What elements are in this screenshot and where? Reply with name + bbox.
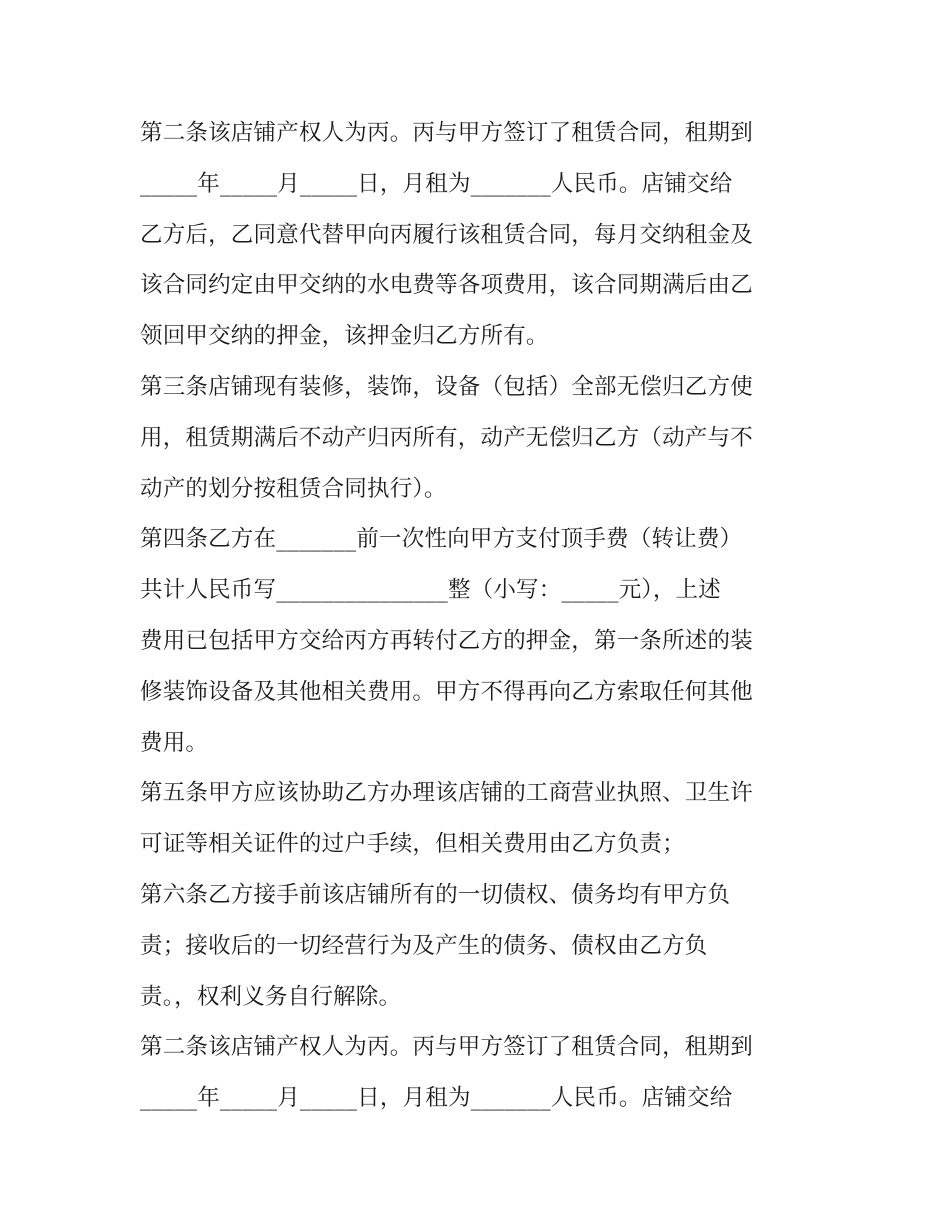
text-line: 共计人民币写_______________整（小写：_____元），上述: [140, 577, 721, 604]
text-line: 第二条该店铺产权人为丙。丙与甲方签订了租赁合同，租期到: [140, 1034, 753, 1061]
text-line: 乙方后，乙同意代替甲向丙履行该租赁合同，每月交纳租金及: [140, 221, 753, 248]
text-line: 领回甲交纳的押金，该押金归乙方所有。: [140, 323, 549, 350]
text-line: 可证等相关证件的过户手续，但相关费用由乙方负责；: [140, 831, 685, 858]
text-line: 费用。: [140, 729, 209, 756]
text-line: 第四条乙方在_______前一次性向甲方支付顶手费（转让费）: [140, 526, 743, 553]
text-line: 第五条甲方应该协助乙方办理该店铺的工商营业执照、卫生许: [140, 780, 753, 807]
text-line: 第六条乙方接手前该店铺所有的一切债权、债务均有甲方负: [140, 881, 731, 908]
text-line: 费用已包括甲方交给丙方再转付乙方的押金，第一条所述的装: [140, 627, 753, 654]
text-line: _____年_____月_____日，月租为_______人民币。店铺交给: [140, 170, 733, 197]
text-line: 第三条店铺现有装修，装饰，设备（包括）全部无偿归乙方使: [140, 373, 753, 400]
text-line: 责。，权利义务自行解除。: [140, 983, 402, 1010]
text-line: 动产的划分按租赁合同执行）。: [140, 475, 447, 502]
text-line: 责；接收后的一切经营行为及产生的债务、债权由乙方负: [140, 932, 708, 959]
text-line: _____年_____月_____日，月租为_______人民币。店铺交给: [140, 1085, 733, 1112]
text-line: 该合同约定由甲交纳的水电费等各项费用，该合同期满后由乙: [140, 272, 753, 299]
text-line: 修装饰设备及其他相关费用。甲方不得再向乙方索取任何其他: [140, 678, 753, 705]
document-body: [140, 108, 820, 1124]
text-line: 第二条该店铺产权人为丙。丙与甲方签订了租赁合同，租期到: [140, 120, 753, 146]
text-line: 用，租赁期满后不动产归丙所有，动产无偿归乙方（动产与不: [140, 424, 753, 451]
